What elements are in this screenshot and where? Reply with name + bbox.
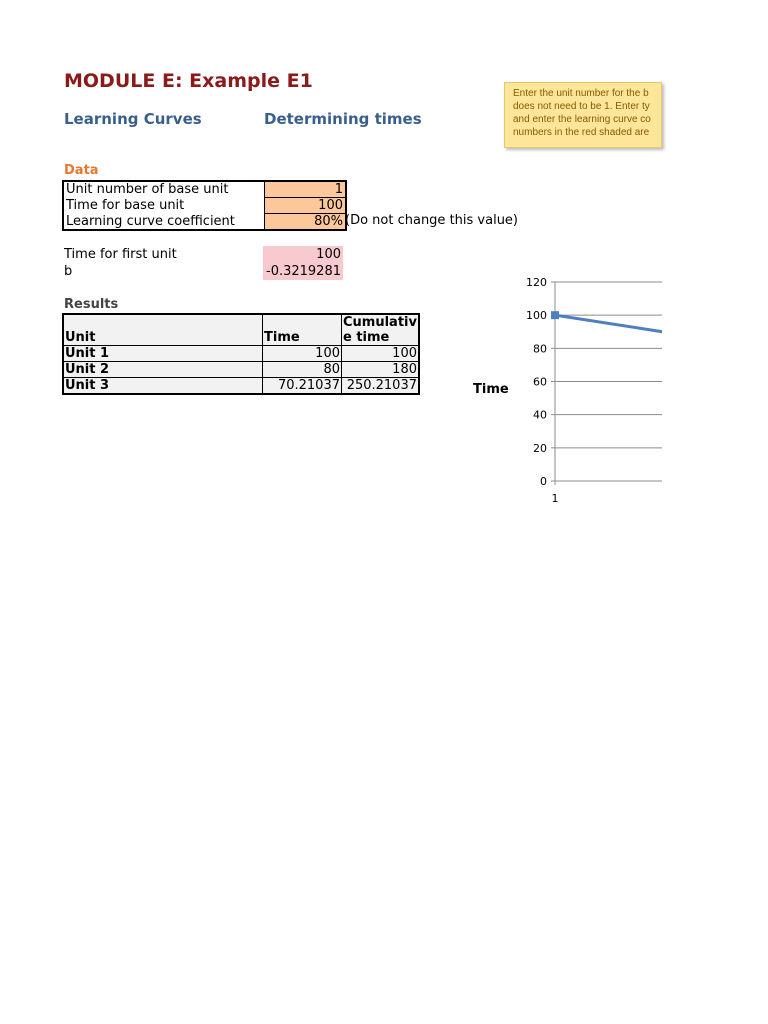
time-cell[interactable]: 70.21037 — [263, 378, 342, 395]
y-tick-label: 60 — [533, 375, 547, 389]
b-value[interactable]: -0.3219281 — [263, 263, 343, 280]
cumulative-cell[interactable]: 100 — [342, 346, 420, 362]
note-line: Enter the unit number for the b — [513, 88, 649, 99]
y-tick-label: 0 — [540, 475, 547, 488]
data-section-label: Data — [64, 163, 99, 178]
data-point-marker — [551, 311, 559, 319]
header-cumulative-line2: e time — [343, 330, 390, 345]
data-row-base-time — [63, 198, 346, 214]
coefficient-note: (Do not change this value) — [345, 213, 518, 228]
data-row-coefficient — [63, 214, 346, 231]
cumulative-cell[interactable]: 250.21037 — [342, 378, 420, 395]
note-line: numbers in the red shaded are — [513, 127, 650, 138]
results-section-label: Results — [64, 297, 119, 312]
time-cell[interactable]: 100 — [263, 346, 342, 362]
y-tick-label: 120 — [526, 276, 547, 289]
header-cumulative-time — [342, 314, 420, 346]
data-label: Unit number of base unit — [66, 182, 229, 198]
note-line: does not need to be 1. Enter ty — [513, 101, 650, 112]
b-label: b — [64, 264, 73, 279]
table-row — [63, 346, 419, 362]
subtitle-determining-times: Determining times — [264, 110, 422, 128]
base-unit-input[interactable]: 1 — [265, 181, 347, 198]
x-tick-label: 1 — [551, 492, 559, 505]
series-line — [555, 315, 662, 364]
data-input-table — [62, 180, 347, 231]
results-table — [62, 313, 420, 395]
table-row — [63, 378, 419, 395]
table-row — [63, 362, 419, 378]
coefficient-input[interactable]: 80% — [265, 214, 347, 231]
header-time: Time — [263, 314, 342, 346]
first-unit-time-label: Time for first unit — [64, 247, 177, 262]
header-cumulative-line1: Cumulativ — [343, 315, 417, 330]
page-title: MODULE E: Example E1 — [64, 70, 313, 92]
results-header-row — [63, 314, 419, 346]
unit-cell[interactable]: Unit 1 — [63, 346, 263, 362]
y-tick-label: 100 — [526, 309, 547, 323]
y-tick-label: 20 — [533, 441, 547, 455]
first-unit-time-value[interactable]: 100 — [263, 246, 343, 263]
subtitle-learning-curves: Learning Curves — [64, 110, 202, 128]
y-tick-label: 80 — [533, 342, 547, 356]
chart-y-axis-title: Time — [473, 382, 509, 397]
cumulative-cell[interactable]: 180 — [342, 362, 420, 378]
note-line: and enter the learning curve co — [513, 114, 651, 125]
data-row-base-unit — [63, 181, 346, 198]
learning-curve-chart — [520, 270, 662, 510]
unit-cell[interactable]: Unit 3 — [63, 378, 263, 395]
base-time-input[interactable]: 100 — [265, 198, 347, 214]
unit-cell[interactable]: Unit 2 — [63, 362, 263, 378]
time-cell[interactable]: 80 — [263, 362, 342, 378]
data-label: Learning curve coefficient — [66, 213, 235, 229]
instruction-note — [504, 82, 662, 148]
y-tick-label: 40 — [533, 408, 547, 422]
data-label: Time for base unit — [66, 198, 185, 213]
header-unit: Unit — [63, 314, 263, 346]
